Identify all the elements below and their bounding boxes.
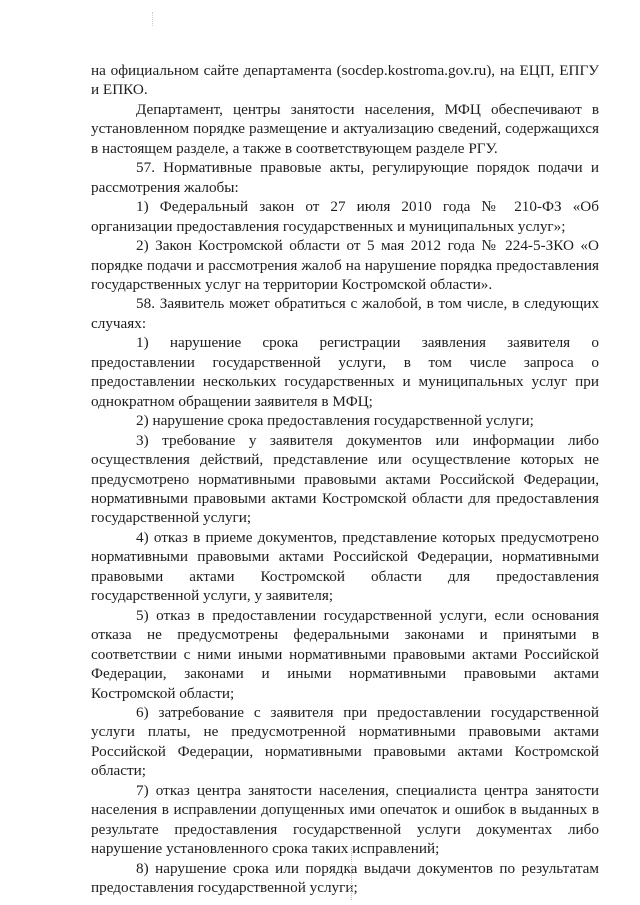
paragraph-department-duty: Департамент, центры занятости населения, МФЦ обеспечивают в установленном порядке размещение и актуализацию сведений, содержащихся в настоящем разделе, а также в соответствующем разделе РГУ. — [91, 100, 599, 157]
list-item-3: 3) требование у заявителя документов или информации либо осуществления действий, представление или осуществление которых не предусмотрено нормативными правовыми актами Российской Федерации, нормативными правовыми актами Костромской области для предоставления государственной услуги; — [91, 431, 599, 527]
list-item-4: 4) отказ в приеме документов, представление которых предусмотрено нормативными правовыми актами Российской Федерации, нормативными правовыми актами Костромской области для предоставления государственной услуги, у заявителя; — [91, 528, 599, 605]
paragraph-federal-law: 1) Федеральный закон от 27 июля 2010 года № 210-ФЗ «Об организации предоставления государственных и муниципальных услуг»; — [91, 198, 599, 235]
list-item-6: 6) затребование с заявителя при предоставлении государственной услуги платы, не предусмотренной нормативными правовыми актами Российской Федерации, нормативными правовыми актами Костромской области; — [91, 703, 599, 780]
list-item-2: 2) нарушение срока предоставления государственной услуги; — [136, 412, 534, 430]
document-body — [91, 61, 599, 897]
scan-artifact — [152, 12, 154, 26]
list-item-8: 8) нарушение срока или порядка выдачи документов по результатам предоставления государственной услуги; — [91, 859, 599, 897]
scan-artifact — [351, 848, 353, 900]
paragraph-site-info: на официальном сайте департамента (socdep.kostroma.gov.ru), на ЕЦП, ЕПГУ и ЕПКО. — [91, 62, 599, 99]
list-item-5: 5) отказ в предоставлении государственной услуги, если основания отказа не предусмотрены федеральными законами и принятыми в соответствии с ними иными нормативными правовыми актами Российской Федерации, законами и иными нормативными правовыми актами Костромской области; — [91, 606, 599, 702]
list-item-1: 1) нарушение срока регистрации заявления заявителя о предоставлении государственной услуги, в том числе запроса о предоставлении нескольких государственных и муниципальных услуг при однократном обращении заявителя в МФЦ; — [91, 334, 599, 410]
list-item-7: 7) отказ центра занятости населения, специалиста центра занятости населения в исправлении допущенных ими опечаток и ошибок в выданных в результате предоставления государственной услуги документах либо нарушение установленного срока таких исправлений; — [91, 781, 599, 858]
paragraph-item-57: 57. Нормативные правовые акты, регулирующие порядок подачи и рассмотрения жалобы: — [91, 159, 599, 196]
paragraph-item-58: 58. Заявитель может обратиться с жалобой, в том числе, в следующих случаях: — [91, 295, 599, 332]
paragraph-regional-law: 2) Закон Костромской области от 5 мая 2012 года № 224-5-ЗКО «О порядке подачи и рассмотрения жалоб на нарушение порядка предоставления государственных услуг на территории Костромской области». — [91, 237, 599, 293]
